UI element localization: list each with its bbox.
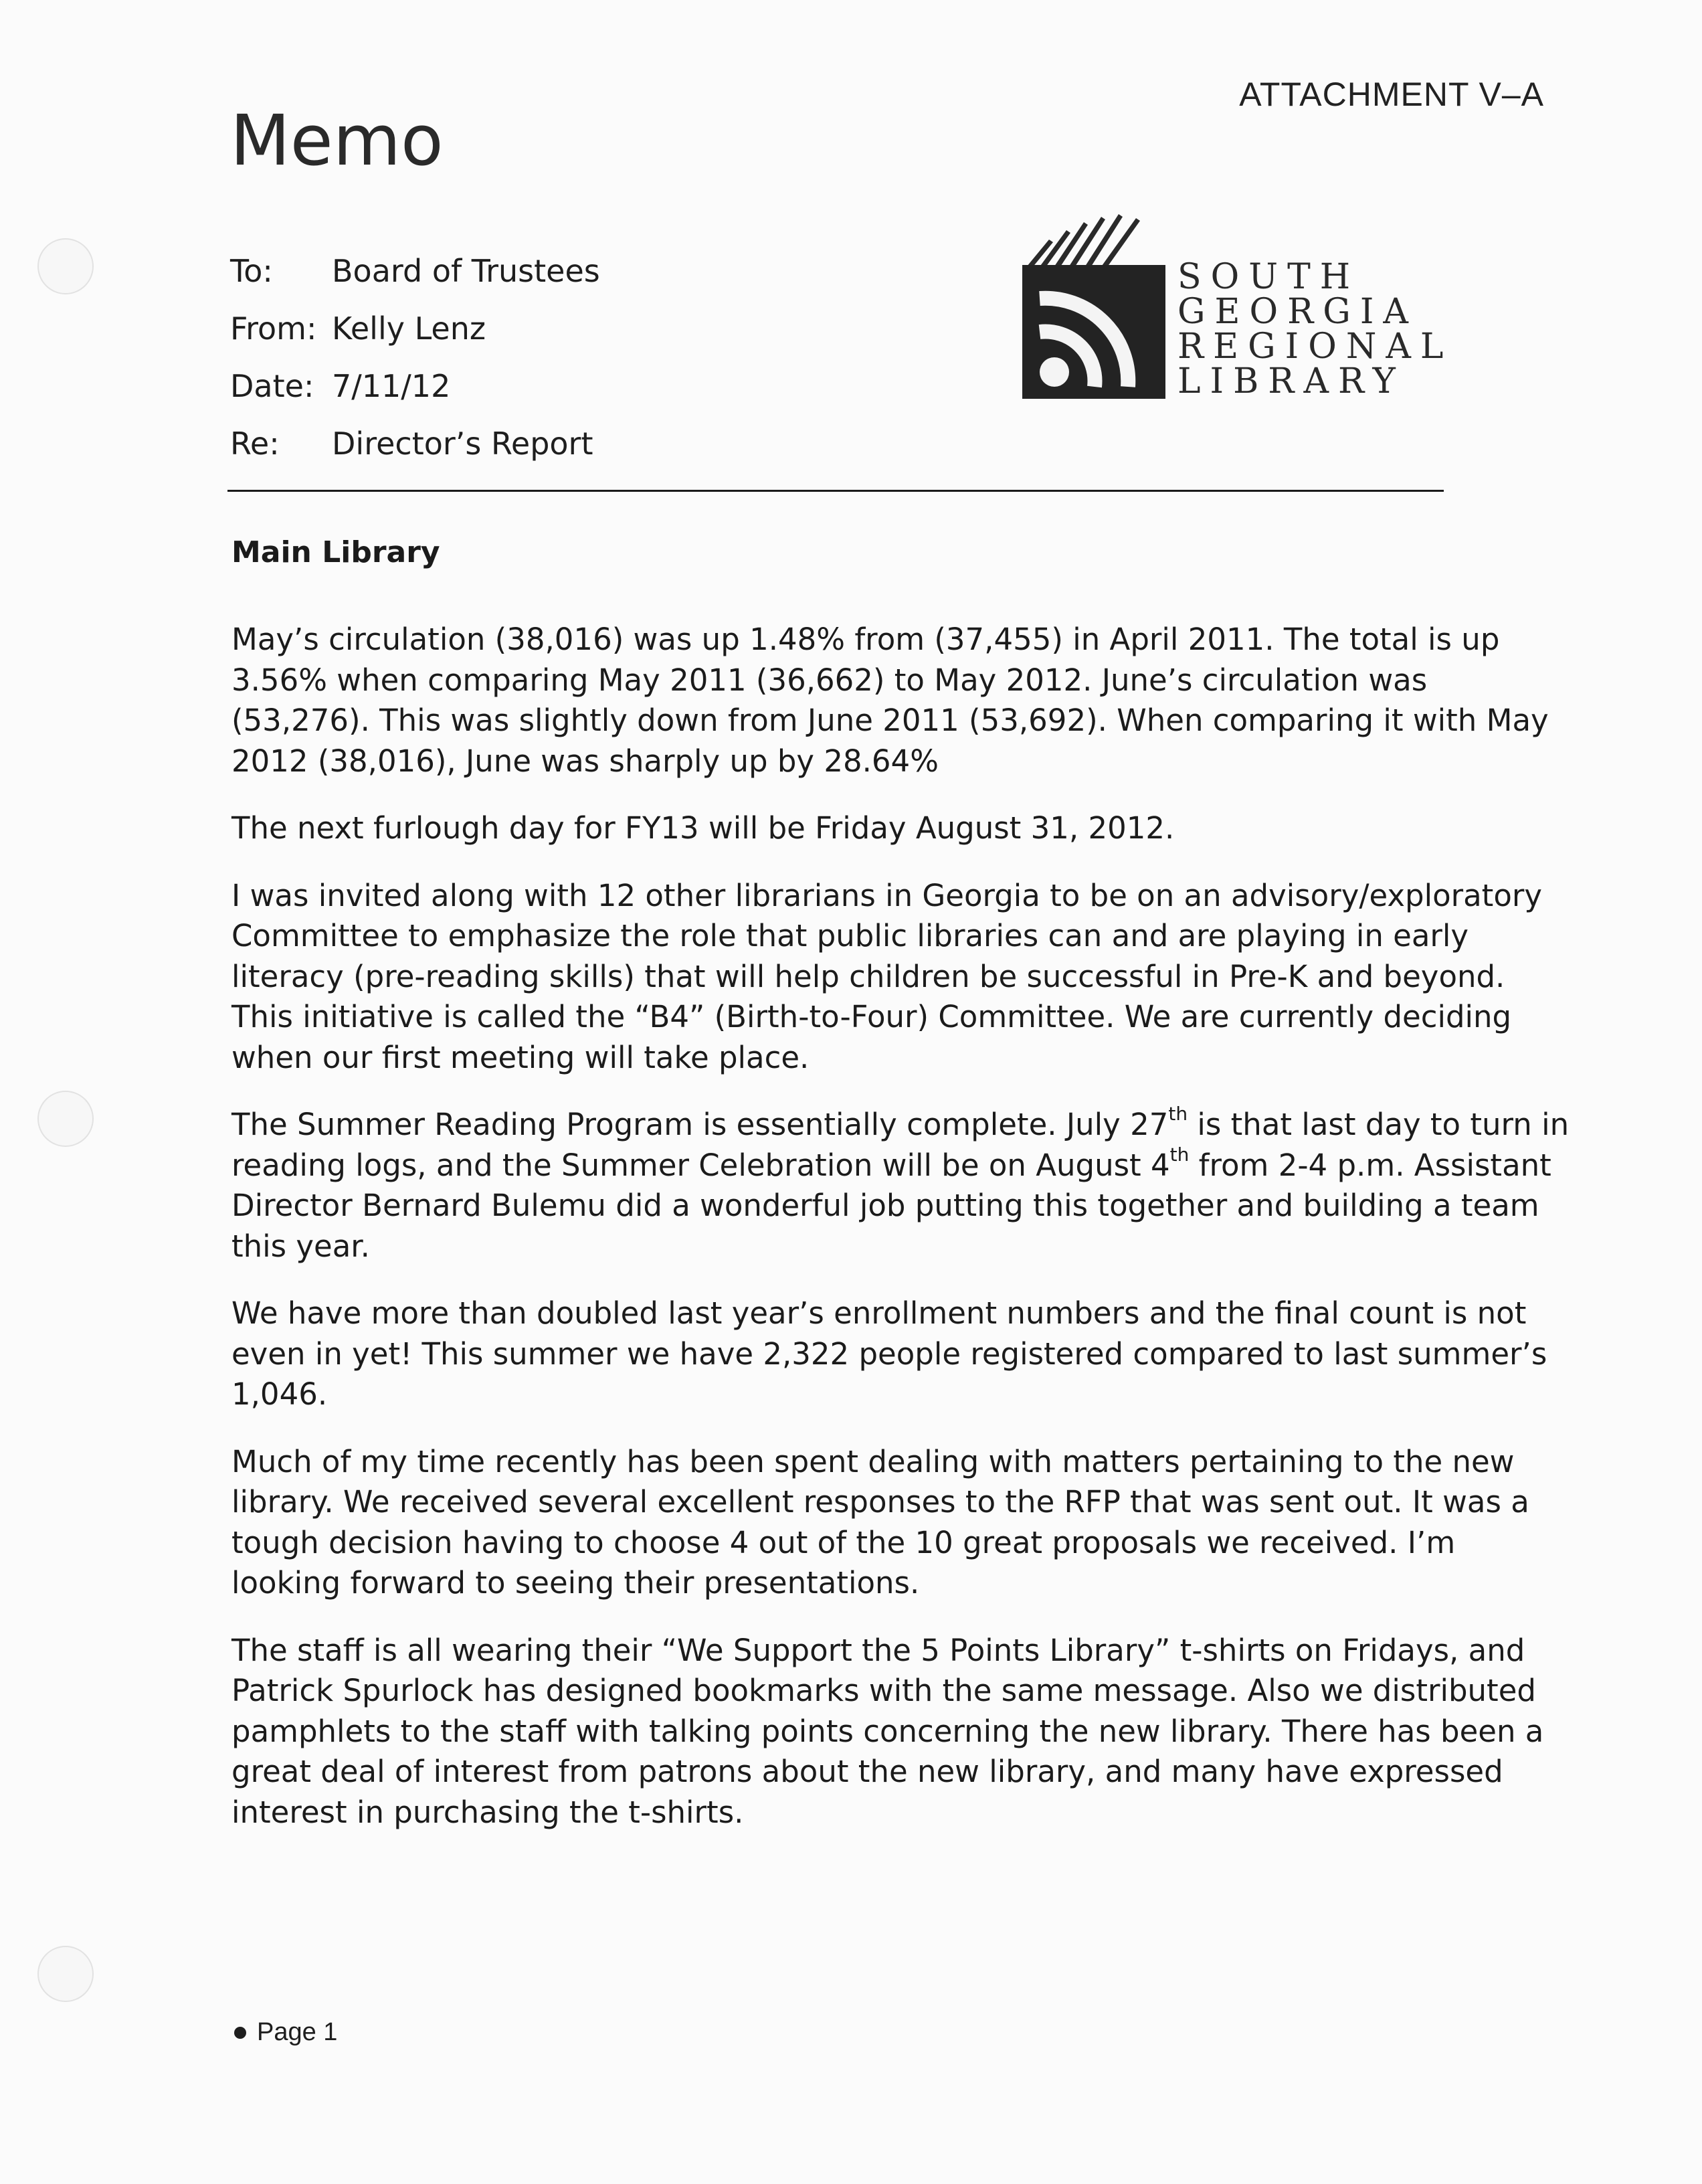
from-value: Kelly Lenz bbox=[332, 310, 486, 347]
text-fragment: reading logs, and the Summer Celebration will be on August 4 bbox=[231, 1147, 1170, 1183]
punch-hole-bottom bbox=[37, 1946, 94, 2002]
logo-line-georgia: GEORGIA bbox=[1177, 292, 1418, 332]
logo-line-south: SOUTH bbox=[1177, 257, 1360, 297]
logo-wordmark bbox=[1177, 257, 1453, 401]
to-label: To: bbox=[230, 253, 273, 289]
paragraph-line: this year. bbox=[231, 1228, 370, 1264]
re-value: Director’s Report bbox=[332, 426, 593, 462]
text-fragment: is that last day to turn in bbox=[1188, 1107, 1570, 1142]
paragraph-line: May’s circulation (38,016) was up 1.48% from (37,455) in April 2011. The total is up bbox=[231, 622, 1500, 657]
paragraph-line: 3.56% when comparing May 2011 (36,662) to May 2012. June’s circulation was bbox=[231, 662, 1428, 698]
memo-body bbox=[231, 620, 1570, 1859]
paragraph-line: Director Bernard Bulemu did a wonderful job putting this together and building a team bbox=[231, 1188, 1539, 1223]
paragraph-line bbox=[231, 1143, 1551, 1186]
superscript: th bbox=[1169, 1143, 1190, 1166]
header-divider bbox=[227, 490, 1444, 492]
library-logo bbox=[1022, 213, 1453, 411]
paragraph-line: library. We received several excellent responses to the RFP that was sent out. It was a bbox=[231, 1484, 1529, 1520]
paragraph-line: 1,046. bbox=[231, 1376, 328, 1412]
paragraph-line: even in yet! This summer we have 2,322 people registered compared to last summer’s bbox=[231, 1336, 1547, 1372]
logo-line-regional: REGIONAL bbox=[1177, 327, 1453, 367]
page-footer bbox=[234, 2018, 337, 2047]
rss-book-icon bbox=[1022, 265, 1165, 399]
punch-hole-top bbox=[37, 238, 94, 294]
paragraph-enrollment bbox=[231, 1293, 1547, 1415]
paragraph-line: The staff is all wearing their “We Support the 5 Points Library” t-shirts on Fridays, and bbox=[231, 1632, 1525, 1668]
superscript: th bbox=[1168, 1103, 1188, 1125]
paragraph-line: literacy (pre-reading skills) that will help children be successful in Pre-K and beyond. bbox=[231, 958, 1505, 994]
text-fragment: The Summer Reading Program is essentially complete. July 27 bbox=[231, 1107, 1169, 1142]
paragraph-new-library bbox=[231, 1442, 1529, 1604]
date-value: 7/11/12 bbox=[332, 368, 451, 404]
paragraph-b4-committee bbox=[231, 876, 1542, 1079]
paragraph-line: Patrick Spurlock has designed bookmarks with the same message. Also we distributed bbox=[231, 1673, 1536, 1708]
paragraph-line: pamphlets to the staff with talking points concerning the new library. There has been a bbox=[231, 1713, 1544, 1749]
header-to-row bbox=[230, 242, 600, 300]
paragraph-line: looking forward to seeing their presentations. bbox=[231, 1565, 920, 1601]
punch-hole-middle bbox=[37, 1091, 94, 1147]
paragraph-line: great deal of interest from patrons about the new library, and many have expressed bbox=[231, 1754, 1503, 1789]
header-re-row bbox=[230, 415, 600, 472]
re-label: Re: bbox=[230, 426, 280, 462]
from-label: From: bbox=[230, 310, 317, 347]
paragraph-circulation bbox=[231, 620, 1549, 782]
date-label: Date: bbox=[230, 368, 314, 404]
header-from-row bbox=[230, 300, 600, 357]
paragraph-line bbox=[231, 1103, 1570, 1146]
bullet-icon bbox=[234, 2027, 246, 2039]
paragraph-line: when our first meeting will take place. bbox=[231, 1039, 810, 1075]
header-date-row bbox=[230, 357, 600, 415]
paragraph-furlough bbox=[231, 808, 1456, 849]
paragraph-line: Committee to emphasize the role that public libraries can and are playing in early bbox=[231, 918, 1469, 953]
to-value: Board of Trustees bbox=[332, 253, 600, 289]
paragraph-line: This initiative is called the “B4” (Birth-to-Four) Committee. We are currently deciding bbox=[231, 999, 1512, 1034]
logo-line-library: LIBRARY bbox=[1177, 361, 1405, 401]
paragraph-line: 2012 (38,016), June was sharply up by 28.64% bbox=[231, 743, 939, 779]
paragraph-line: tough decision having to choose 4 out of the 10 great proposals we received. I’m bbox=[231, 1524, 1456, 1560]
section-heading: Main Library bbox=[231, 535, 440, 569]
paragraph-line: interest in purchasing the t-shirts. bbox=[231, 1794, 744, 1830]
paragraph-line: I was invited along with 12 other librarians in Georgia to be on an advisory/exploratory bbox=[231, 877, 1542, 913]
paragraph-line: Much of my time recently has been spent dealing with matters pertaining to the new bbox=[231, 1443, 1515, 1479]
paragraph-summer-reading bbox=[231, 1103, 1570, 1267]
paragraph-line: (53,276). This was slightly down from June 2011 (53,692). When comparing it with May bbox=[231, 703, 1549, 738]
page-number: Page 1 bbox=[257, 2018, 338, 2046]
paragraph-line: The next furlough day for FY13 will be Friday August 31, 2012. bbox=[231, 810, 1175, 846]
memo-title: Memo bbox=[230, 100, 444, 181]
memo-header bbox=[230, 242, 600, 472]
paragraph-t-shirts bbox=[231, 1631, 1544, 1833]
text-fragment: from 2-4 p.m. Assistant bbox=[1189, 1147, 1551, 1183]
attachment-label: ATTACHMENT V–A bbox=[1239, 76, 1544, 113]
paragraph-line: We have more than doubled last year’s enrollment numbers and the final count is not bbox=[231, 1295, 1527, 1331]
